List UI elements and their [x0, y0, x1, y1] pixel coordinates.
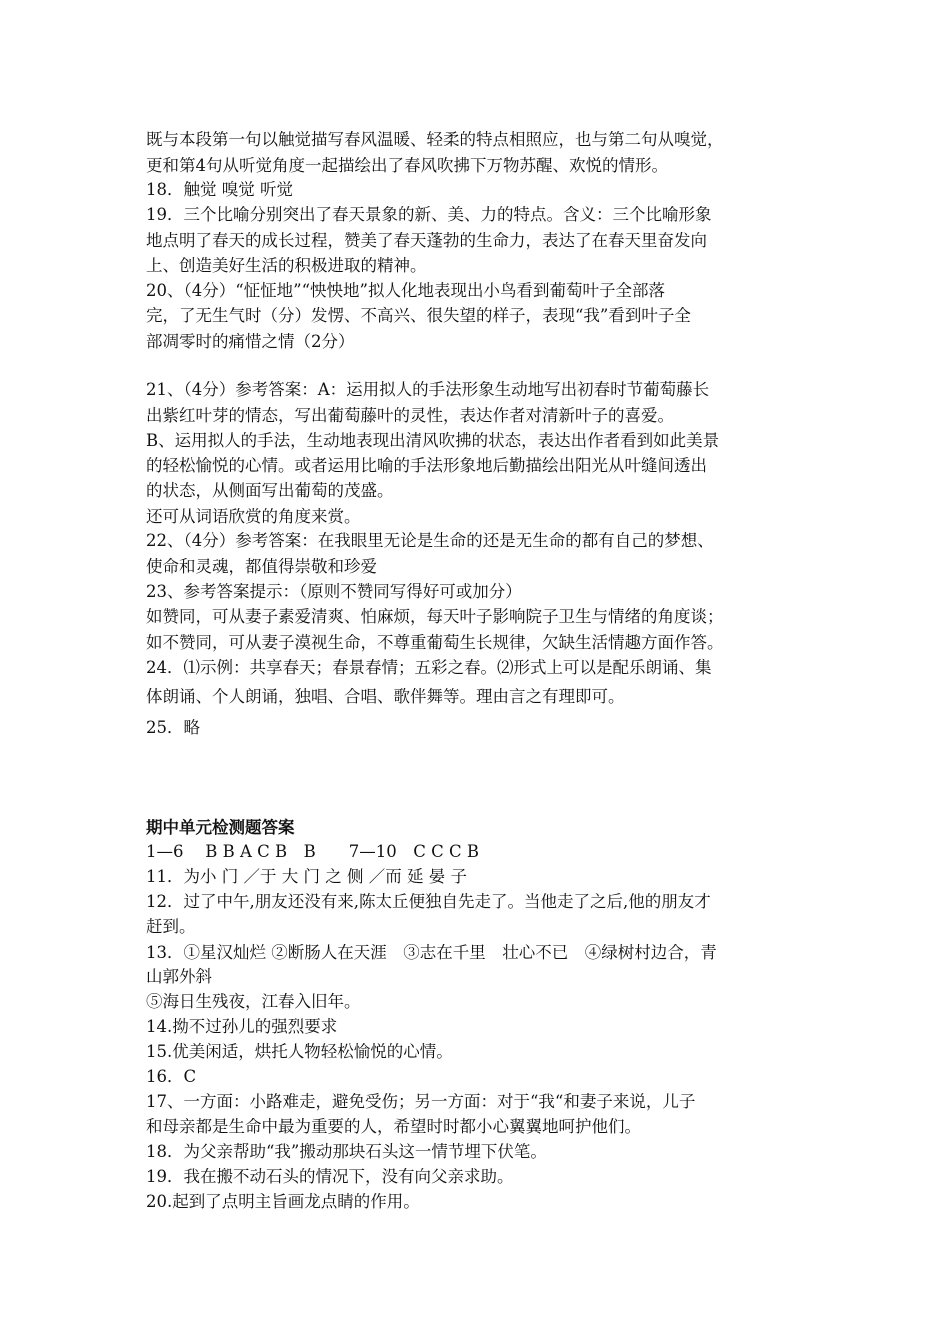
- text-line: 上、创造美好生活的积极进取的精神。: [146, 256, 427, 275]
- text-line: 13．①星汉灿烂 ②断肠人在天涯 ③志在千里 壮心不已 ④绿树村边合，青: [146, 943, 717, 962]
- text-line: ⑤海日生残夜，江春入旧年。: [146, 992, 361, 1011]
- text-line: 山郭外斜: [146, 967, 212, 986]
- text-line: 22、（4分）参考答案：在我眼里无论是生命的还是无生命的都有自己的梦想、: [146, 531, 714, 550]
- text-line: 17、一方面：小路难走，避免受伤；另一方面：对于“我“和妻子来说，儿子: [146, 1092, 696, 1111]
- text-line: 24．⑴示例：共享春天；春景春情；五彩之春。⑵形式上可以是配乐朗诵、集: [146, 658, 712, 677]
- text-line: 体朗诵、个人朗诵，独唱、合唱、歌伴舞等。理由言之有理即可。: [146, 687, 625, 706]
- text-line: 地点明了春天的成长过程，赞美了春天蓬勃的生命力，表达了在春天里奋发向: [146, 231, 707, 250]
- text-line: 如赞同，可从妻子素爱清爽、怕麻烦，每天叶子影响院子卫生与情绪的角度谈；: [146, 607, 724, 626]
- text-line: 14.拗不过孙儿的强烈要求: [146, 1017, 338, 1036]
- text-line: 赶到。: [146, 917, 196, 936]
- text-line: 12．过了中午,朋友还没有来,陈太丘便独自先走了。当他走了之后,他的朋友才: [146, 892, 711, 911]
- text-line: 更和第4句从听觉角度一起描绘出了春风吹拂下万物苏醒、欢悦的情形。: [146, 156, 668, 175]
- text-line: 出紫红叶芽的情态，写出葡萄藤叶的灵性，表达作者对清新叶子的喜爱。: [146, 406, 674, 425]
- text-line: 的状态，从侧面写出葡萄的茂盛。: [146, 481, 394, 500]
- text-line: 和母亲都是生命中最为重要的人，希望时时都小心翼翼地呵护他们。: [146, 1117, 641, 1136]
- text-line: 21、（4分）参考答案：A：运用拟人的手法形象生动地写出初春时节葡萄藤长: [146, 380, 710, 399]
- text-line: 19．我在搬不动石头的情况下，没有向父亲求助。: [146, 1167, 514, 1186]
- text-line: 既与本段第一句以触觉描写春风温暖、轻柔的特点相照应，也与第二句从嗅觉，: [146, 130, 724, 149]
- text-line: 20、（4分）“怔怔地”“怏怏地”拟人化地表现出小鸟看到葡萄叶子全部落: [146, 281, 665, 300]
- text-line: 25．略: [146, 718, 200, 737]
- text-line: 1—6 B B A C B B 7—10 C C C B: [146, 842, 479, 861]
- text-line: B、运用拟人的手法，生动地表现出清风吹拂的状态，表达出作者看到如此美景: [146, 431, 720, 450]
- section-heading: 期中单元检测题答案: [146, 818, 295, 837]
- text-line: 完，了无生气时（分）发愣、不高兴、很失望的样子，表现“我”看到叶子全: [146, 306, 691, 325]
- text-line: 20.起到了点明主旨画龙点睛的作用。: [146, 1192, 420, 1211]
- text-line: 23、参考答案提示：（原则不赞同写得好可或加分）: [146, 582, 522, 601]
- text-line: 使命和灵魂，都值得崇敬和珍爱: [146, 557, 377, 576]
- text-line: 18．触觉 嗅觉 听觉: [146, 180, 293, 199]
- text-line: 还可从词语欣赏的角度来赏。: [146, 507, 361, 526]
- text-line: 16．C: [146, 1067, 197, 1086]
- text-line: 部凋零时的痛惜之情（2分）: [146, 332, 355, 351]
- text-line: 如不赞同，可从妻子漠视生命，不尊重葡萄生长规律，欠缺生活情趣方面作答。: [146, 633, 724, 652]
- text-line: 15.优美闲适，烘托人物轻松愉悦的心情。: [146, 1042, 453, 1061]
- text-line: 11．为小 门 ／于 大 门 之 侧 ／而 延 晏 子: [146, 867, 467, 886]
- text-line: 的轻松愉悦的心情。或者运用比喻的手法形象地后勤描绘出阳光从叶缝间透出: [146, 456, 707, 475]
- text-line: 19．三个比喻分别突出了春天景象的新、美、力的特点。含义：三个比喻形象: [146, 205, 712, 224]
- text-line: 18．为父亲帮助“我”搬动那块石头这一情节埋下伏笔。: [146, 1142, 547, 1161]
